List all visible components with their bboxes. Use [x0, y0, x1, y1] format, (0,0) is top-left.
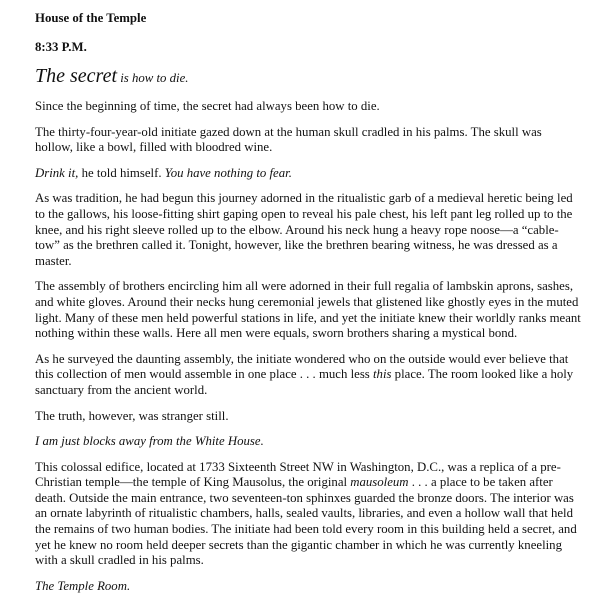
lead-big-text: The secret: [35, 65, 118, 87]
paragraph-3-normal-1: he told himself.: [78, 165, 165, 180]
paragraph-9-italic-1: mausoleum: [350, 475, 409, 490]
lead-rest-text: is how to die.: [117, 71, 189, 85]
paragraph-8: I am just blocks away from the White House.: [35, 434, 264, 449]
lead-line: [35, 65, 582, 89]
paragraph-5: The assembly of brothers encircling him all were adorned in their full regalia of lambskin aprons, sashes, and white gloves. Around their necks hung ceremonial jewels that glistened like ghostly eyes in the muted light. Many of these men held powerful stations in life, and yet the initiate knew their worldly ranks meant nothing within these walls. Here all men were equals, sworn brothers sharing a mystical bond.: [35, 279, 581, 341]
paragraph-3-italic-2: You have nothing to fear.: [164, 165, 292, 180]
chapter-time: 8:33 P.M.: [35, 40, 87, 54]
paragraph-9-normal-1: This colossal edifice, located at 1733 Sixteenth Street NW in Washington, D.C., was a replica of a pre-Christian temple—the temple of King Mausolus, the original: [35, 459, 561, 490]
paragraph-4: As was tradition, he had begun this journey adorned in the ritualistic garb of a medieval heretic being led to the gallows, his loose-fitting shirt gaping open to reveal his pale chest, his left pant leg rolled up to the knee, and his right sleeve rolled up to the elbow. Around his neck hung a heavy rope noose—a “cable-tow” as the brethren called it. Tonight, however, like the brethren bearing witness, he was dressed as a master.: [35, 191, 573, 268]
paragraph-10: The Temple Room.: [35, 578, 131, 593]
paragraph-7: The truth, however, was stranger still.: [35, 408, 229, 423]
paragraph-9-normal-2: . . . a place to be taken after death. Outside the main entrance, two seventeen-ton sphinxes guarded the bronze doors. The interior was an ornate labyrinth of ritualistic chambers, halls, sealed vaults, libraries, and even a hollow wall that held the remains of two human bodies. The initiate had been told every room in this building held a secret, and yet he knew no room held deeper secrets than the gigantic chamber in which he was currently kneeling with a skull cradled in his palms.: [35, 475, 577, 568]
paragraph-1: Since the beginning of time, the secret had always been how to die.: [35, 99, 380, 113]
paragraph-3-italic-1: Drink it,: [35, 165, 79, 180]
paragraph-3: [35, 166, 582, 182]
paragraph-6: [35, 352, 582, 399]
paragraph-6-normal-2: place. The room looked like a holy sanctuary from the ancient world.: [35, 367, 574, 397]
paragraph-6-italic-1: this: [372, 367, 392, 382]
paragraph-6-normal-1: As he surveyed the daunting assembly, the initiate wondered who on the outside would ever believe that this collection of men would assemble in one place . . . much less: [35, 351, 569, 382]
paragraph-9: [35, 460, 582, 569]
chapter-title: House of the Temple: [35, 11, 147, 25]
paragraph-2: The thirty-four-year-old initiate gazed down at the human skull cradled in his palms. The skull was hollow, like a bowl, filled with bloodred wine.: [35, 124, 542, 155]
